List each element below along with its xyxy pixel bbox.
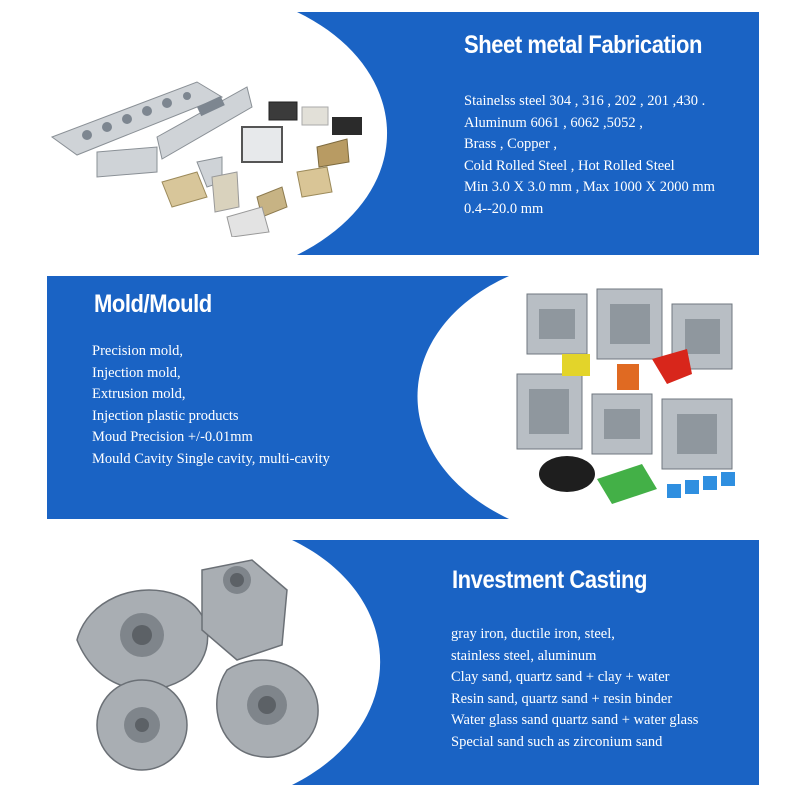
list-item: Extrusion mold, [92, 386, 186, 402]
list-item: Mould Cavity Single cavity, multi-cavity [92, 450, 330, 467]
sheet-metal-panel [47, 12, 759, 255]
list-item: Aluminum 6061 , 6062 ,5052 , [464, 114, 643, 131]
list-item: Precision mold, [92, 343, 184, 359]
list-item: gray iron, ductile iron, steel, [451, 626, 615, 642]
mold-panel [47, 276, 759, 519]
section-title: Mold/Mould [94, 290, 212, 318]
list-item: Injection plastic products [92, 407, 239, 424]
section-title: Investment Casting [452, 566, 648, 594]
feature-list [451, 624, 698, 753]
list-item: Moud Precision +/-0.01mm [92, 429, 253, 445]
cast-metal-parts-photo [67, 550, 367, 775]
feature-list [92, 341, 330, 470]
list-item: 0.4--20.0 mm [464, 200, 544, 217]
injection-mold-parts-photo [507, 284, 759, 514]
casting-panel [47, 540, 759, 785]
list-item: Stainelss steel 304 , 316 , 202 , 201 ,430 . [464, 93, 706, 109]
list-item: Resin sand, quartz sand + resin binder [451, 690, 673, 707]
section-title: Sheet metal Fabrication [464, 31, 703, 59]
feature-list [464, 91, 715, 220]
list-item: stainless steel, aluminum [451, 647, 597, 664]
sheet-metal-parts-photo [47, 67, 377, 237]
list-item: Clay sand, quartz sand + clay + water [451, 669, 670, 685]
list-item: Cold Rolled Steel , Hot Rolled Steel [464, 157, 675, 174]
list-item: Brass , Copper , [464, 136, 558, 152]
list-item: Injection mold, [92, 364, 181, 381]
list-item: Min 3.0 X 3.0 mm , Max 1000 X 2000 mm [464, 179, 715, 195]
list-item: Special sand such as zirconium sand [451, 733, 663, 750]
list-item: Water glass sand quartz sand + water glass [451, 712, 699, 728]
